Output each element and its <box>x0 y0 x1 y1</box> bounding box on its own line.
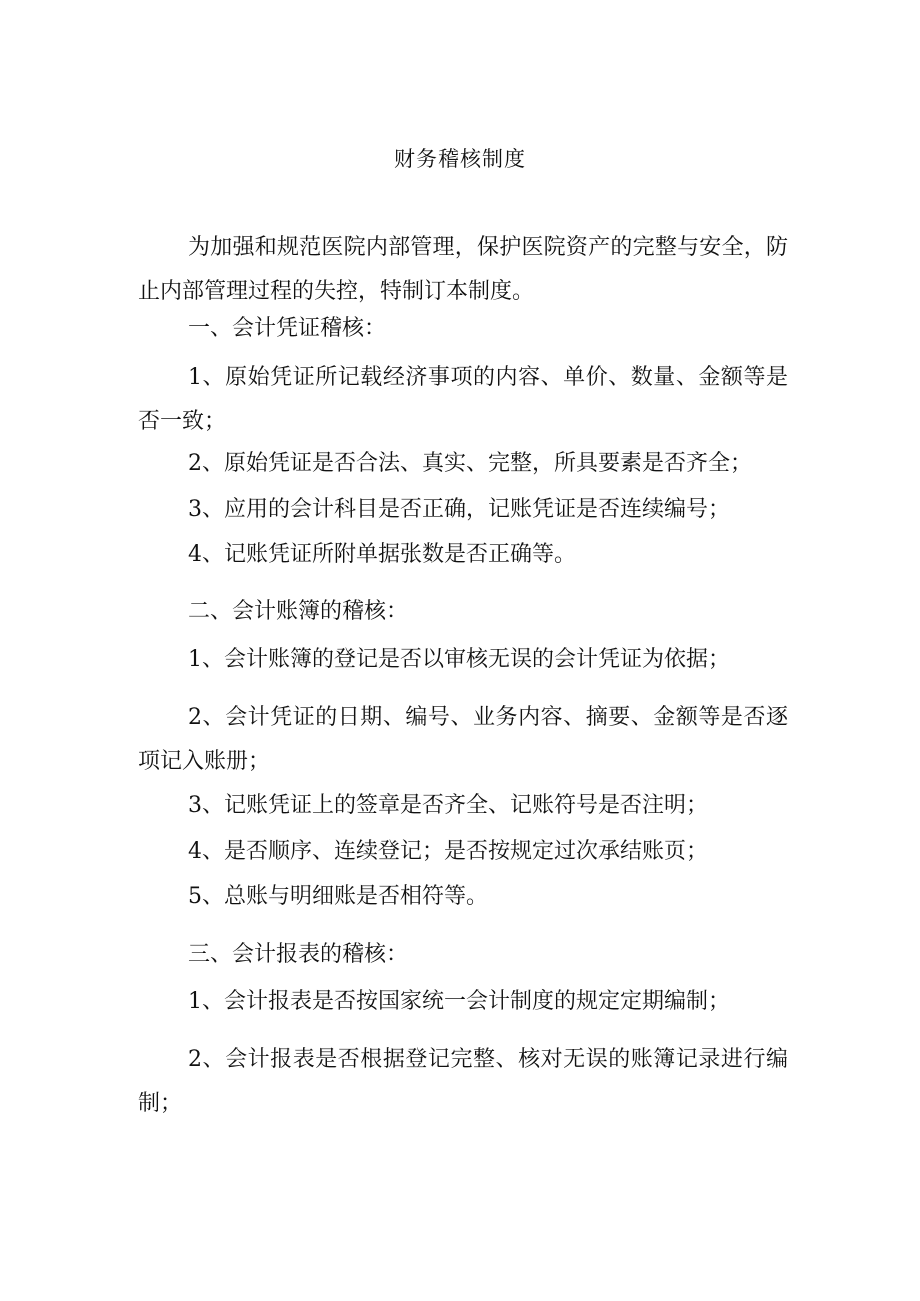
section-3-item-1: 1、会计报表是否按国家统一会计制度的规定定期编制； <box>188 989 730 1014</box>
section-1-item-3: 3、应用的会计科目是否正确，记账凭证是否连续编号； <box>188 497 730 522</box>
section-2-item-4: 4、是否顺序、连续登记；是否按规定过次承结账页； <box>188 839 708 864</box>
section-1-heading: 一、会计凭证稽核： <box>188 316 387 341</box>
section-1-item-2: 2、原始凭证是否合法、真实、完整，所具要素是否齐全； <box>188 451 752 476</box>
section-1-item-1: 1、原始凭证所记载经济事项的内容、单价、数量、金额等是否一致； <box>138 365 788 434</box>
section-3-item-2: 2、会计报表是否根据登记完整、核对无误的账簿记录进行编制； <box>138 1047 788 1116</box>
section-2-item-3: 3、记账凭证上的签章是否齐全、记账符号是否注明； <box>188 793 708 818</box>
section-2-item-1: 1、会计账簿的登记是否以审核无误的会计凭证为依据； <box>188 647 730 672</box>
document-title: 财务稽核制度 <box>394 147 526 171</box>
section-2-item-5: 5、总账与明细账是否相符等。 <box>188 884 488 909</box>
section-2-heading: 二、会计账簿的稽核： <box>188 599 409 624</box>
intro-paragraph: 为加强和规范医院内部管理，保护医院资产的完整与安全，防止内部管理过程的失控，特制订本制度。 <box>138 235 788 304</box>
section-3-heading: 三、会计报表的稽核： <box>188 942 409 967</box>
section-2-item-2: 2、会计凭证的日期、编号、业务内容、摘要、金额等是否逐项记入账册； <box>138 705 788 774</box>
section-1-item-4: 4、记账凭证所附单据张数是否正确等。 <box>188 542 576 567</box>
